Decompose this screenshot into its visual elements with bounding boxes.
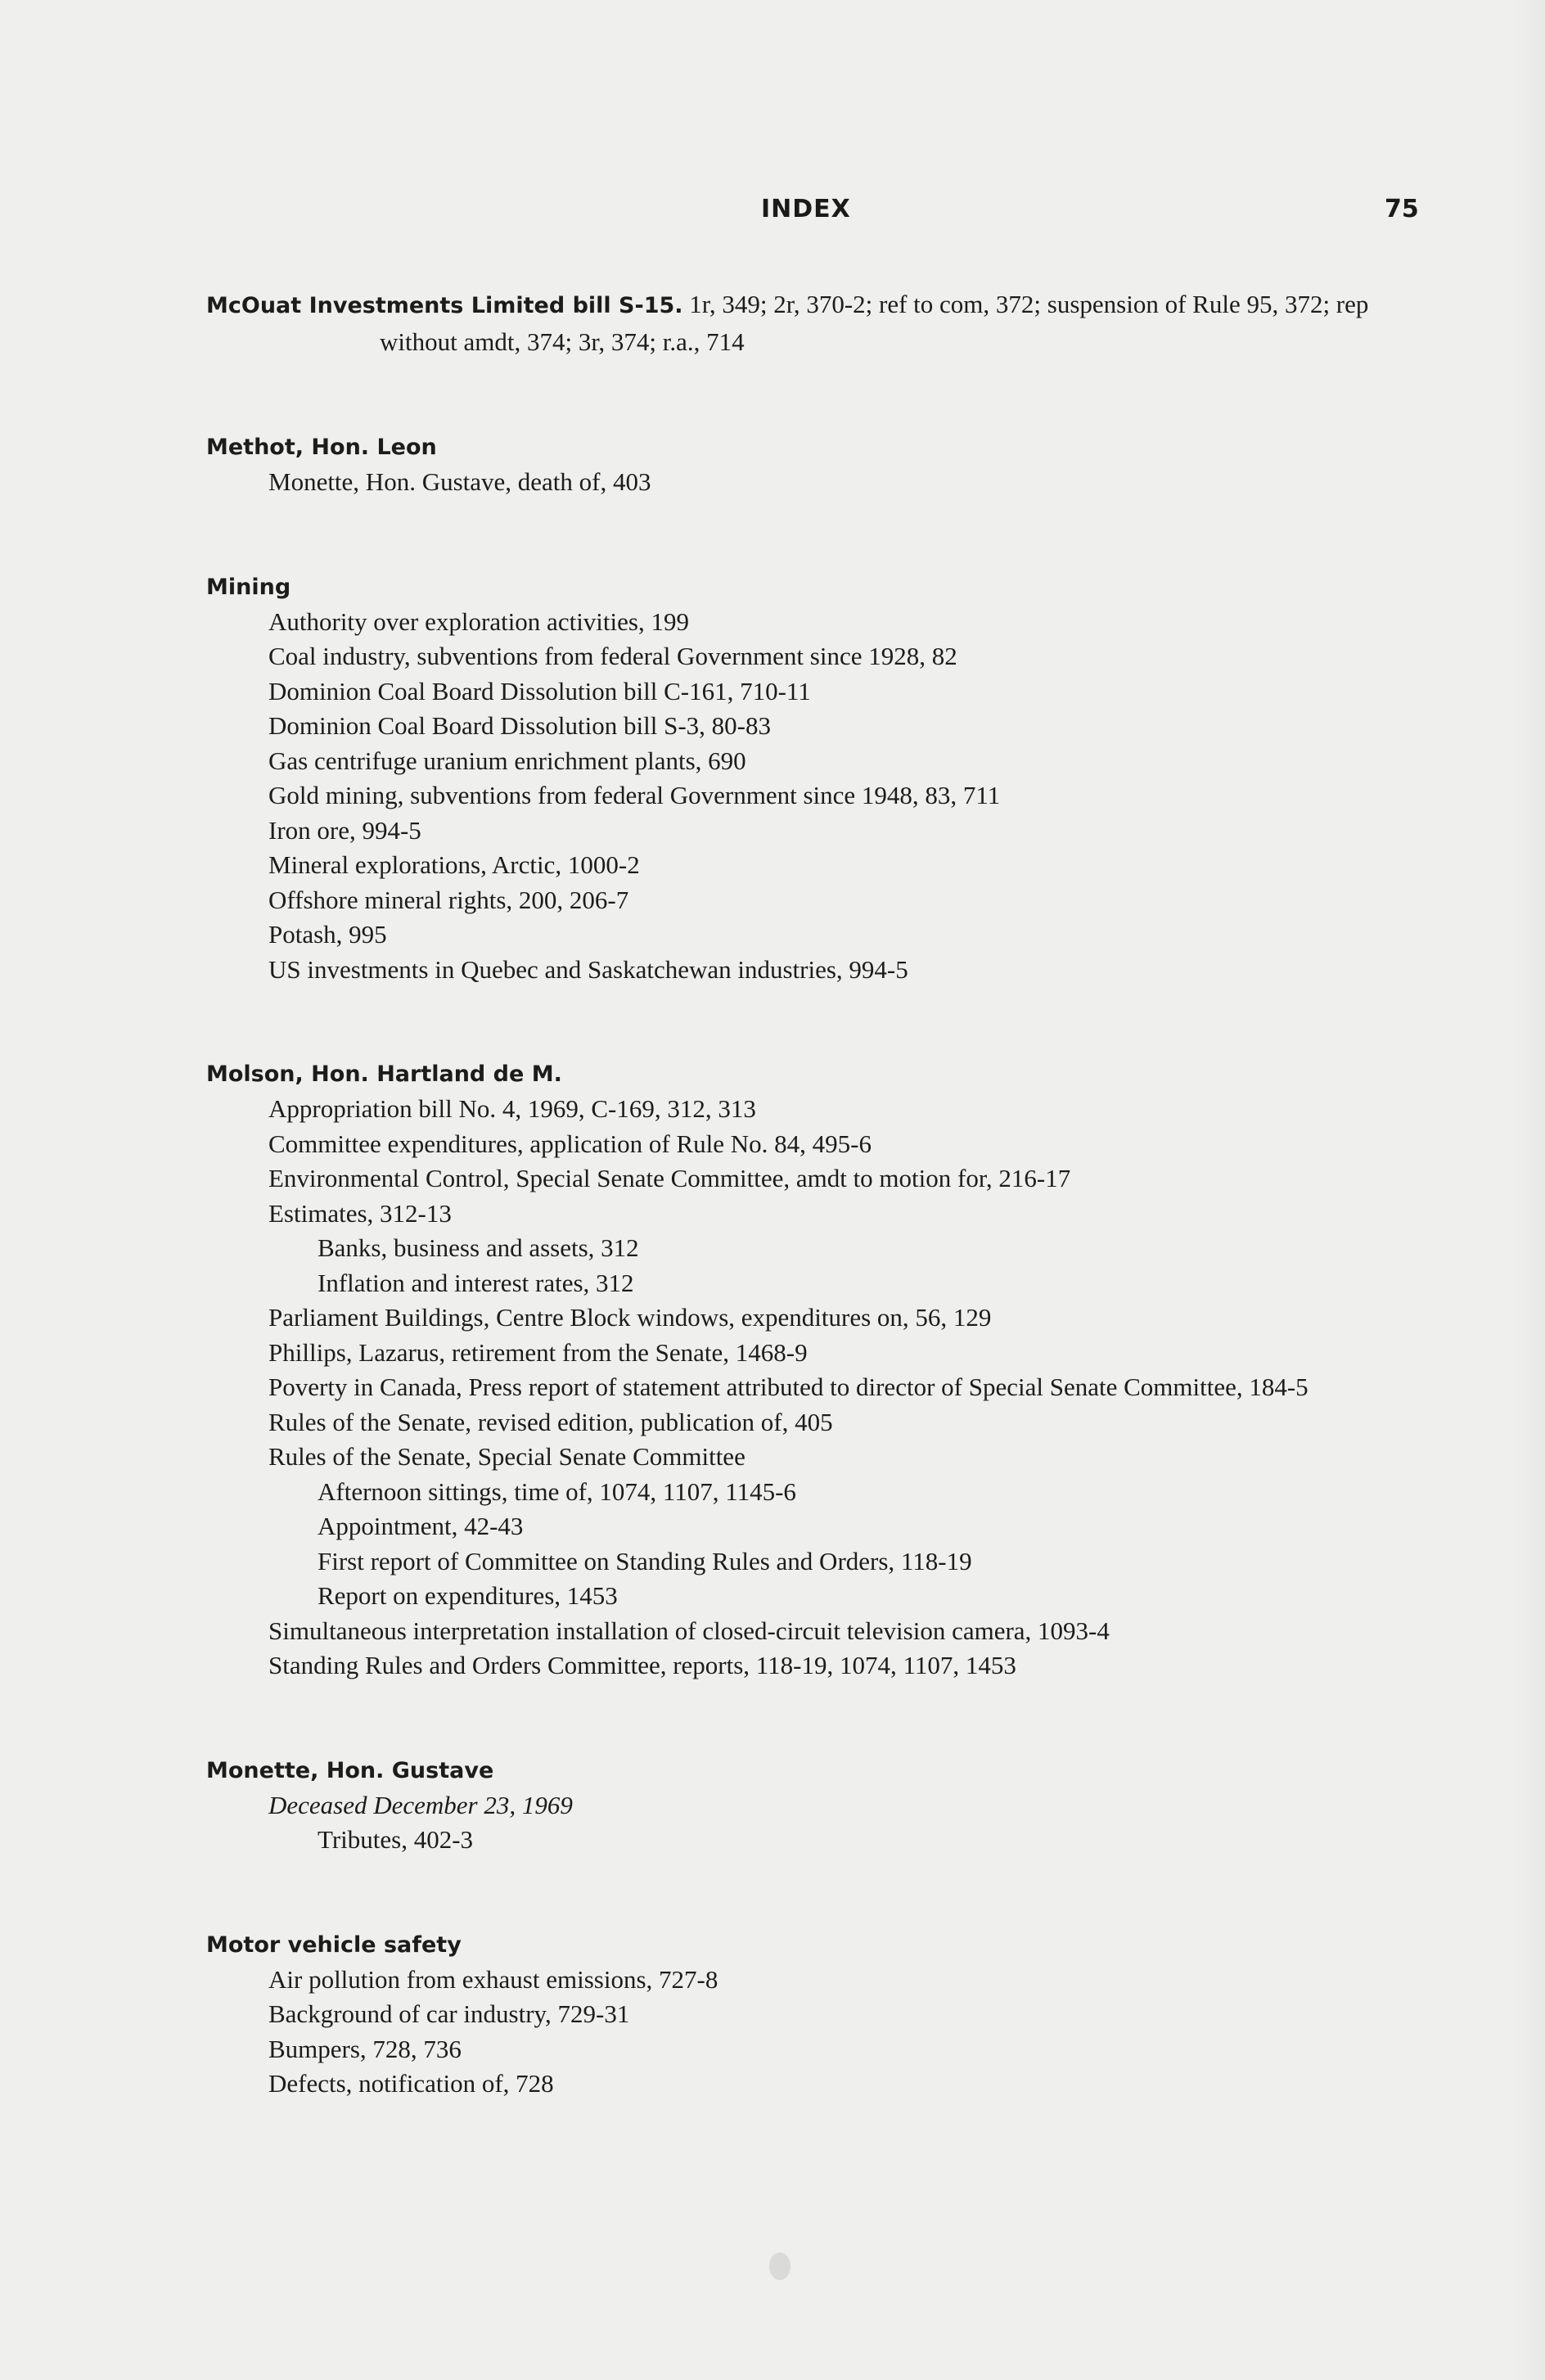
entry-note: Deceased December 23, 1969 xyxy=(268,1790,573,1819)
subentry: Environmental Control, Special Senate Committee, amdt to motion for, 216-17 xyxy=(268,1164,1071,1192)
subentry: Simultaneous interpretation installation of closed-circuit television camera, 1093-4 xyxy=(268,1616,1110,1645)
index-entry-mcouat xyxy=(206,286,1426,360)
entry-heading: McOuat Investments Limited bill S-15. xyxy=(206,293,683,318)
running-header xyxy=(0,195,1545,231)
subentry-wrapped: Poverty in Canada, Press report of statement attributed to director of Special Senate Committee, 184-5 xyxy=(268,1373,1309,1401)
subentry: Monette, Hon. Gustave, death of, 403 xyxy=(268,467,651,496)
subentry: Rules of the Senate, Special Senate Committee xyxy=(268,1442,745,1471)
index-entry-monette xyxy=(206,1754,1426,1858)
entry-heading: Motor vehicle safety xyxy=(206,1931,462,1958)
subentry: Phillips, Lazarus, retirement from the Senate, 1468-9 xyxy=(268,1337,808,1367)
subentry: Rules of the Senate, revised edition, publication of, 405 xyxy=(268,1407,833,1436)
sub-subentry: Afternoon sittings, time of, 1074, 1107, 1145-6 xyxy=(318,1476,796,1506)
sub-subentry: Banks, business and assets, 312 xyxy=(318,1233,639,1262)
index-entry-methot xyxy=(206,430,1426,500)
subentry: Potash, 995 xyxy=(268,920,387,949)
sub-subentry: First report of Committee on Standing Rules and Orders, 118-19 xyxy=(318,1546,972,1575)
entry-references: 1r, 349; 2r, 370-2; ref to com, 372; suspension of Rule 95, 372; rep without amdt, 374; 3r, 374; r.a., 714 xyxy=(380,290,1369,356)
entry-heading: Mining xyxy=(206,574,291,600)
entry-text xyxy=(206,286,1426,360)
subentry: Dominion Coal Board Dissolution bill S-3, 80-83 xyxy=(268,711,771,740)
paper-smudge xyxy=(769,2252,791,2280)
page-edge-shadow xyxy=(1514,0,1545,2380)
subentry: Iron ore, 994-5 xyxy=(268,815,421,845)
entry-heading: Molson, Hon. Hartland de M. xyxy=(206,1062,562,1087)
subentry: Committee expenditures, application of Rule No. 84, 495-6 xyxy=(268,1129,872,1158)
page-title: INDEX xyxy=(761,195,851,223)
sub-subentry: Inflation and interest rates, 312 xyxy=(318,1268,634,1297)
subentry: Parliament Buildings, Centre Block windows, expenditures on, 56, 129 xyxy=(268,1303,992,1332)
entry-heading: Methot, Hon. Leon xyxy=(206,435,437,460)
subentry: Mineral explorations, Arctic, 1000-2 xyxy=(268,850,640,879)
subentry: Offshore mineral rights, 200, 206-7 xyxy=(268,885,629,914)
subentry: Bumpers, 728, 736 xyxy=(268,2034,462,2063)
subentry: Air pollution from exhaust emissions, 727-8 xyxy=(268,1964,718,1994)
subentry: Defects, notification of, 728 xyxy=(268,2069,554,2098)
sub-subentry: Report on expenditures, 1453 xyxy=(318,1581,618,1610)
index-content xyxy=(206,286,1426,2172)
sub-subentry: Tributes, 402-3 xyxy=(318,1825,474,1854)
index-entry-molson xyxy=(206,1057,1426,1684)
sub-subentry: Appointment, 42-43 xyxy=(318,1512,524,1540)
subentry: Estimates, 312-13 xyxy=(268,1198,452,1228)
entry-heading: Monette, Hon. Gustave xyxy=(206,1757,494,1783)
page-number: 75 xyxy=(1385,195,1419,223)
index-entry-motor-vehicle xyxy=(206,1928,1426,2102)
index-entry-mining xyxy=(206,570,1426,988)
subentry: Gold mining, subventions from federal Government since 1948, 83, 711 xyxy=(268,781,1001,809)
subentry: Coal industry, subventions from federal Government since 1928, 82 xyxy=(268,642,957,670)
subentry: Dominion Coal Board Dissolution bill C-161, 710-11 xyxy=(268,676,811,705)
subentry: Appropriation bill No. 4, 1969, C-169, 312, 313 xyxy=(268,1094,756,1123)
subentry: Background of car industry, 729-31 xyxy=(268,1999,630,2028)
subentry: Gas centrifuge uranium enrichment plants, 690 xyxy=(268,746,746,775)
subentry: Standing Rules and Orders Committee, reports, 118-19, 1074, 1107, 1453 xyxy=(268,1651,1016,1679)
subentry: US investments in Quebec and Saskatchewan industries, 994-5 xyxy=(268,954,908,984)
subentry: Authority over exploration activities, 199 xyxy=(268,606,689,636)
